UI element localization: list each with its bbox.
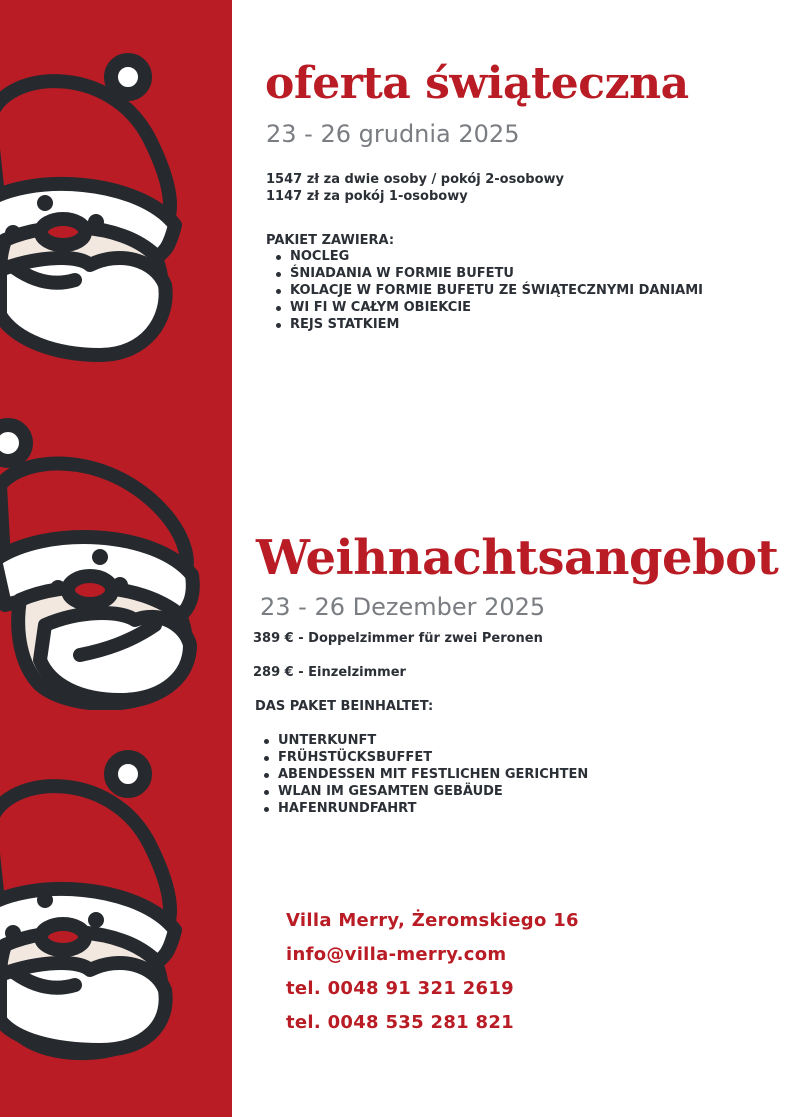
german-offer-date: 23 - 26 Dezember 2025 (260, 593, 546, 621)
contact-phone-1[interactable]: tel. 0048 91 321 2619 (286, 978, 515, 999)
list-item: UNTERKUNFT (260, 732, 588, 749)
german-price-double: 389 € - Doppelzimmer für zwei Peronen (253, 631, 543, 646)
polish-offer-date: 23 - 26 grudnia 2025 (266, 120, 520, 148)
contact-phone-2[interactable]: tel. 0048 535 281 821 (286, 1012, 515, 1033)
polish-price-single: 1147 zł za pokój 1-osobowy (266, 189, 468, 204)
list-item: REJS STATKIEM (272, 316, 703, 333)
contact-email[interactable]: info@villa-merry.com (286, 944, 507, 965)
list-item: HAFENRUNDFAHRT (260, 800, 588, 817)
list-item: WLAN IM GESAMTEN GEBÄUDE (260, 783, 588, 800)
polish-package-list (272, 248, 703, 333)
contact-address: Villa Merry, Żeromskiego 16 (286, 910, 579, 931)
santa-face-icon (0, 410, 230, 710)
polish-price-double: 1547 zł za dwie osoby / pokój 2-osobowy (266, 172, 564, 187)
german-package-heading: DAS PAKET BEINHALTET: (255, 699, 434, 714)
santa-face-icon (0, 745, 190, 1065)
list-item: NOCLEG (272, 248, 703, 265)
german-offer-title: Weihnachtsangebot (256, 530, 779, 586)
polish-offer-title: oferta świąteczna (265, 58, 689, 109)
german-price-single: 289 € - Einzelzimmer (253, 665, 406, 680)
santa-face-icon (0, 40, 190, 370)
german-package-list (260, 732, 588, 817)
polish-package-heading: PAKIET ZAWIERA: (266, 233, 395, 248)
list-item: ABENDESSEN MIT FESTLICHEN GERICHTEN (260, 766, 588, 783)
list-item: FRÜHSTÜCKSBUFFET (260, 749, 588, 766)
list-item: WI FI W CAŁYM OBIEKCIE (272, 299, 703, 316)
list-item: KOLACJE W FORMIE BUFETU ZE ŚWIĄTECZNYMI DANIAMI (272, 282, 703, 299)
list-item: ŚNIADANIA W FORMIE BUFETU (272, 265, 703, 282)
